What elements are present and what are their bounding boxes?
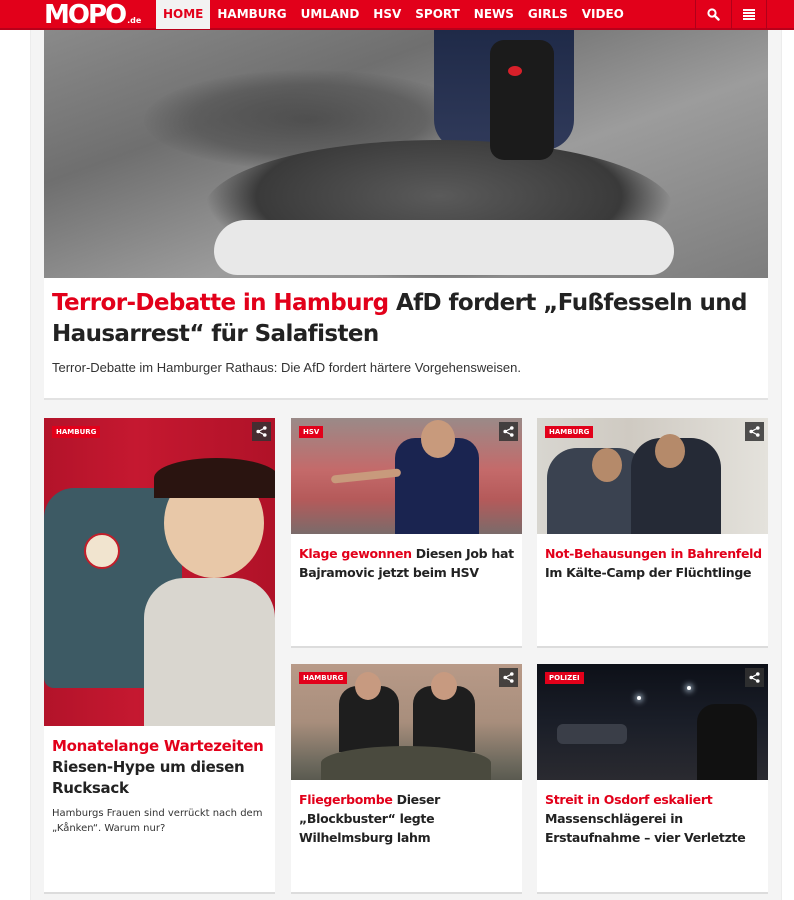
card-image-hsv[interactable] bbox=[291, 418, 522, 534]
main-nav bbox=[156, 0, 631, 30]
hero-teaser: Terror-Debatte im Hamburger Rathaus: Die AfD fordert härtere Vorgehensweisen. bbox=[52, 360, 521, 375]
share-icon bbox=[256, 426, 267, 437]
card-badge: HAMBURG bbox=[299, 672, 347, 684]
card-headline[interactable]: Monatelange Wartezeiten Riesen-Hype um diesen Rucksack bbox=[52, 737, 264, 797]
hero-image-ankle-monitor[interactable] bbox=[44, 30, 768, 278]
card-badge: HSV bbox=[299, 426, 323, 438]
card-image-police-night[interactable] bbox=[537, 664, 768, 780]
card-teaser: Hamburgs Frauen sind verrückt nach dem „Kånken“. Warum nur? bbox=[52, 808, 263, 834]
card-headline[interactable]: Fliegerbombe Dieser „Blockbuster“ legte Wilhelmsburg lahm bbox=[299, 792, 441, 845]
share-icon bbox=[749, 426, 760, 437]
share-icon bbox=[749, 672, 760, 683]
share-button[interactable] bbox=[745, 422, 764, 441]
share-icon bbox=[503, 426, 514, 437]
hero-headline-text: AfD fordert „Fußfesseln und Hausarrest“ für Salafisten bbox=[52, 290, 747, 347]
share-button[interactable] bbox=[499, 422, 518, 441]
article-card-fliegerbombe[interactable] bbox=[291, 664, 522, 894]
nav-umland[interactable]: UMLAND bbox=[300, 7, 360, 21]
card-image-refugees[interactable] bbox=[537, 418, 768, 534]
card-headline[interactable]: Klage gewonnen Diesen Job hat Bajramovic jetzt beim HSV bbox=[299, 546, 514, 580]
hamburger-menu-icon bbox=[743, 9, 755, 20]
share-icon bbox=[503, 672, 514, 683]
share-button[interactable] bbox=[252, 422, 271, 441]
article-card-bajramovic[interactable] bbox=[291, 418, 522, 648]
hero-article[interactable] bbox=[44, 30, 768, 400]
nav-video[interactable]: VIDEO bbox=[581, 7, 624, 21]
article-card-kaelte-camp[interactable] bbox=[537, 418, 768, 648]
hero-headline[interactable] bbox=[52, 288, 752, 350]
search-icon bbox=[707, 8, 720, 21]
nav-hamburg[interactable]: HAMBURG bbox=[217, 7, 287, 21]
nav-sport[interactable]: SPORT bbox=[415, 7, 460, 21]
card-headline[interactable]: Streit in Osdorf eskaliert Massenschlägerei in Erstaufnahme – vier Verletzte bbox=[545, 792, 746, 845]
share-button[interactable] bbox=[499, 668, 518, 687]
share-button[interactable] bbox=[745, 668, 764, 687]
nav-news[interactable]: NEWS bbox=[473, 7, 514, 21]
search-button[interactable] bbox=[695, 0, 731, 29]
card-badge: HAMBURG bbox=[52, 426, 100, 438]
card-image-rucksack[interactable] bbox=[44, 418, 275, 726]
nav-girls[interactable]: GIRLS bbox=[527, 7, 568, 21]
card-badge: HAMBURG bbox=[545, 426, 593, 438]
card-image-bomb[interactable] bbox=[291, 664, 522, 780]
menu-button[interactable] bbox=[731, 0, 767, 29]
mopo-logo[interactable]: MOPO .de bbox=[44, 0, 142, 30]
article-card-rucksack[interactable] bbox=[44, 418, 275, 894]
nav-hsv[interactable]: HSV bbox=[373, 7, 402, 21]
card-headline[interactable]: Not-Behausungen in Bahrenfeld Im Kälte-Camp der Flüchtlinge bbox=[545, 546, 762, 580]
hero-kicker: Terror-Debatte in Hamburg bbox=[52, 290, 389, 316]
nav-home[interactable]: HOME bbox=[156, 0, 210, 29]
top-navigation-bar bbox=[0, 0, 794, 30]
article-card-osdorf[interactable] bbox=[537, 664, 768, 894]
card-badge: POLIZEI bbox=[545, 672, 584, 684]
